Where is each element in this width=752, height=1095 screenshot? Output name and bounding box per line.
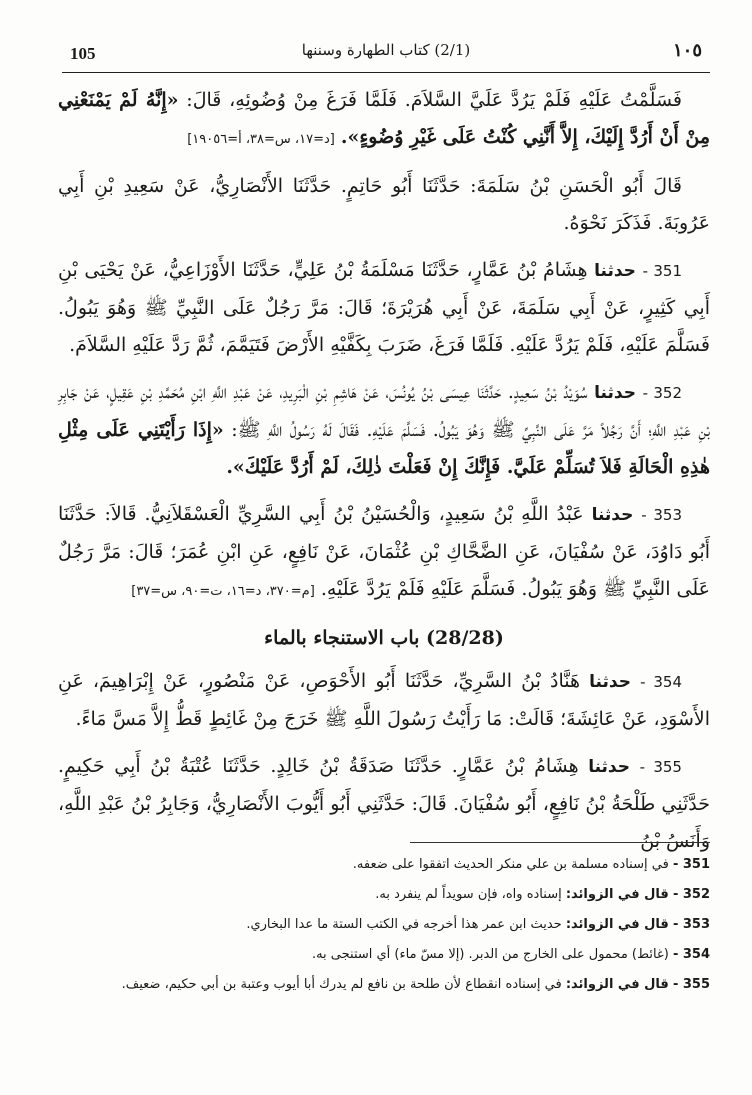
footnote-text: في إسناده مسلمة بن علي منكر الحديث اتفقوا على ضعفه. — [352, 857, 669, 872]
footnote-number: 354 - — [672, 947, 710, 962]
page-number-latin: 105 — [70, 44, 96, 63]
footnote-text: إسناده واه، فإن سويداً لم ينفرد به. — [375, 887, 562, 902]
footnote-354 — [58, 940, 710, 970]
paragraph-continuation — [58, 82, 710, 158]
header-rule — [62, 72, 710, 73]
hadith-number: 355 - — [639, 758, 682, 776]
footnote-353 — [58, 910, 710, 940]
hadith-number: 351 - — [642, 262, 683, 280]
hadith-text: هِشَامُ بْنُ عَمَّارٍ. حَدَّثَنَا صَدَقَةُ بْنُ خَالِدٍ. حَدَّثَنَا عُتْبَةُ بْنُ أَبِي حَكِيمٍ. حَدَّثَنِي طَلْحَةُ بْنُ نَافِعٍ، أَبُو سُفْيَانَ. قَالَ: حَدَّثَنِي أَبُو أَيُّوبَ الأَنْصَارِيُّ، وَجَابِرُ بْنُ عَبْدِ اللَّهِ، وَأَنَسُ بْنُ — [58, 755, 710, 852]
hadith-text: هَنَّادُ بْنُ السَّرِيِّ، حَدَّثَنَا أَبُو الأَحْوَصِ، عَنْ مَنْصُورٍ، عَنْ إِبْرَاهِيمَ، عَنِ الأَسْوَدِ، عَنْ عَائِشَةَ؛ قَالَتْ: مَا رَأَيْتُ رَسُولَ اللَّهِ ﷺ خَرَجَ مِنْ غَائِطٍ قَطُّ إِلاَّ مَسَّ مَاءً. — [58, 670, 710, 730]
paragraph-text: قَالَ أَبُو الْحَسَنِ بْنُ سَلَمَةَ: حَدَّثَنَا أَبُو حَاتِمٍ. حَدَّثَنَا الأَنْصَارِيُّ، عَنْ سَعِيدِ بْنِ أَبِي عَرُوبَةَ. فَذَكَرَ نَحْوَهُ. — [58, 175, 710, 234]
main-text — [58, 82, 710, 870]
paragraph-narration-note — [58, 168, 710, 242]
footnote-text: في إسناده انقطاع لأن طلحة بن نافع لم يدرك أبا أيوب وعتبة بن أبي حكيم، ضعيف. — [121, 977, 562, 992]
hadith-number: 354 - — [640, 673, 683, 691]
paragraph-text: فَسَلَّمْتُ عَلَيْهِ فَلَمْ يَرُدَّ عَلَيَّ السَّلاَمَ. فَلَمَّا فَرَغَ مِنْ وُضُوئِهِ، قَالَ: — [186, 89, 682, 111]
hadith-351 — [58, 252, 710, 364]
page-number-arabic: ١٠٥ — [672, 40, 702, 61]
cross-reference: [م=٣٧٠، د=١٦، ت=٩٠، س=٣٧] — [131, 584, 315, 599]
hadith-text: سُوَيْدُ بْنُ سَعِيدٍ. حَدَّثَنَا عِيسَى بْنُ يُونُسَ، عَنْ هَاشِمِ بْنِ الْبَرِيدِ، عَنْ عَبْدِ اللَّهِ ابْنِ مُحَمَّدِ بْنِ عَقِيلٍ، عَنْ جَابِرِ بْنِ عَبْدِ اللَّهِ؛ أَنَّ رَجُلاً مَرَّ عَلَى النَّبِيِّ ﷺ وَهُوَ يَبُولُ. فَسَلَّمَ عَلَيْهِ. فَقَالَ لَهُ رَسُولُ اللَّهِ ﷺ: — [58, 381, 711, 441]
footnote-number: 353 - — [672, 917, 710, 932]
footnote-number: 351 - — [672, 857, 710, 872]
cross-reference: [د=١٧، س=٣٨، أ=١٩٠٥٦] — [187, 132, 335, 147]
footnote-text: حديث ابن عمر هذا أخرجه في الكتب الستة ما عدا البخاري. — [246, 917, 562, 932]
hadith-354 — [58, 663, 710, 738]
haddathana-word: حدثنا — [591, 505, 634, 525]
hadith-355 — [58, 748, 710, 860]
footnote-355 — [58, 970, 710, 1000]
hadith-number: 353 - — [641, 506, 683, 524]
running-title: (2/1) كتاب الطهارة وسننها — [301, 41, 471, 59]
prophetic-saying: «إِذَا رَأَيْتَنِي عَلَى مِثْلِ هٰذِهِ الْحَالَةِ فَلاَ تُسَلِّمْ عَلَيَّ. فَإِنَّكَ إِنْ فَعَلْتَ ذٰلِكَ، لَمْ أَرُدَّ عَلَيْكَ». — [58, 419, 710, 478]
hadith-number: 352 - — [642, 384, 683, 402]
footnote-source: قال في الزوائد: — [565, 917, 669, 932]
hadith-353 — [58, 496, 710, 610]
haddathana-word: حدثنا — [588, 757, 630, 777]
hadith-text: عَبْدُ اللَّهِ بْنُ سَعِيدٍ، وَالْحُسَيْنُ بْنُ أَبِي السَّرِيِّ الْعَسْقَلاَنِيُّ. قَالاَ: حَدَّثَنَا أَبُو دَاوُدَ، عَنْ سُفْيَانَ، عَنِ الضَّحَّاكِ بْنِ عُثْمَانَ، عَنْ نَافِعٍ، عَنِ ابْنِ عُمَرَ؛ قَالَ: مَرَّ رَجُلٌ عَلَى النَّبِيِّ ﷺ وَهُوَ يَبُولُ. فَسَلَّمَ عَلَيْهِ فَلَمْ يَرُدَّ عَلَيْهِ. — [58, 503, 710, 600]
hadith-text: هِشَامُ بْنُ عَمَّارٍ، حَدَّثَنَا مَسْلَمَةُ بْنُ عَلِيٍّ، حَدَّثَنَا الأَوْزَاعِيُّ، عَنْ يَحْيَى بْنِ أَبِي كَثِيرٍ، عَنْ أَبِي سَلَمَةَ، عَنْ أَبِي هُرَيْرَةَ؛ قَالَ: مَرَّ رَجُلٌ عَلَى النَّبِيِّ ﷺ وَهُوَ يَبُولُ. فَسَلَّمَ عَلَيْهِ، فَلَمْ يَرُدَّ عَلَيْهِ. فَلَمَّا فَرَغَ، ضَرَبَ بِكَفَّيْهِ الأَرْضَ فَتَيَمَّمَ، ثُمَّ رَدَّ عَلَيْهِ السَّلاَمَ. — [58, 259, 710, 356]
footnote-rule — [410, 842, 710, 843]
prophetic-saying: «إِنَّهُ لَمْ يَمْنَعْنِي مِنْ أَنْ أَرُدَّ إِلَيْكَ، إِلاَّ أَنَّنِي كُنْتُ عَلَى غَيْرِ وُضُوءٍ». — [58, 89, 710, 148]
haddathana-word: حدثنا — [594, 383, 636, 403]
chapter-title: (28/28) باب الاستنجاء بالماء — [264, 627, 504, 649]
haddathana-word: حدثنا — [589, 672, 631, 692]
haddathana-word: حدثنا — [594, 261, 636, 281]
footnote-352 — [58, 880, 710, 910]
footnotes — [58, 850, 710, 1000]
footnote-source: قال في الزوائد: — [565, 977, 669, 992]
footnote-number: 352 - — [672, 887, 710, 902]
page-header — [62, 30, 710, 70]
footnote-source: قال في الزوائد: — [565, 887, 669, 902]
hadith-352 — [58, 374, 710, 486]
footnote-351 — [58, 850, 710, 880]
footnote-text: (غائط) محمول على الخارج من الدبر. (إلا مسّ ماء) أي استنجى به. — [311, 947, 669, 962]
footnote-number: 355 - — [672, 977, 710, 992]
